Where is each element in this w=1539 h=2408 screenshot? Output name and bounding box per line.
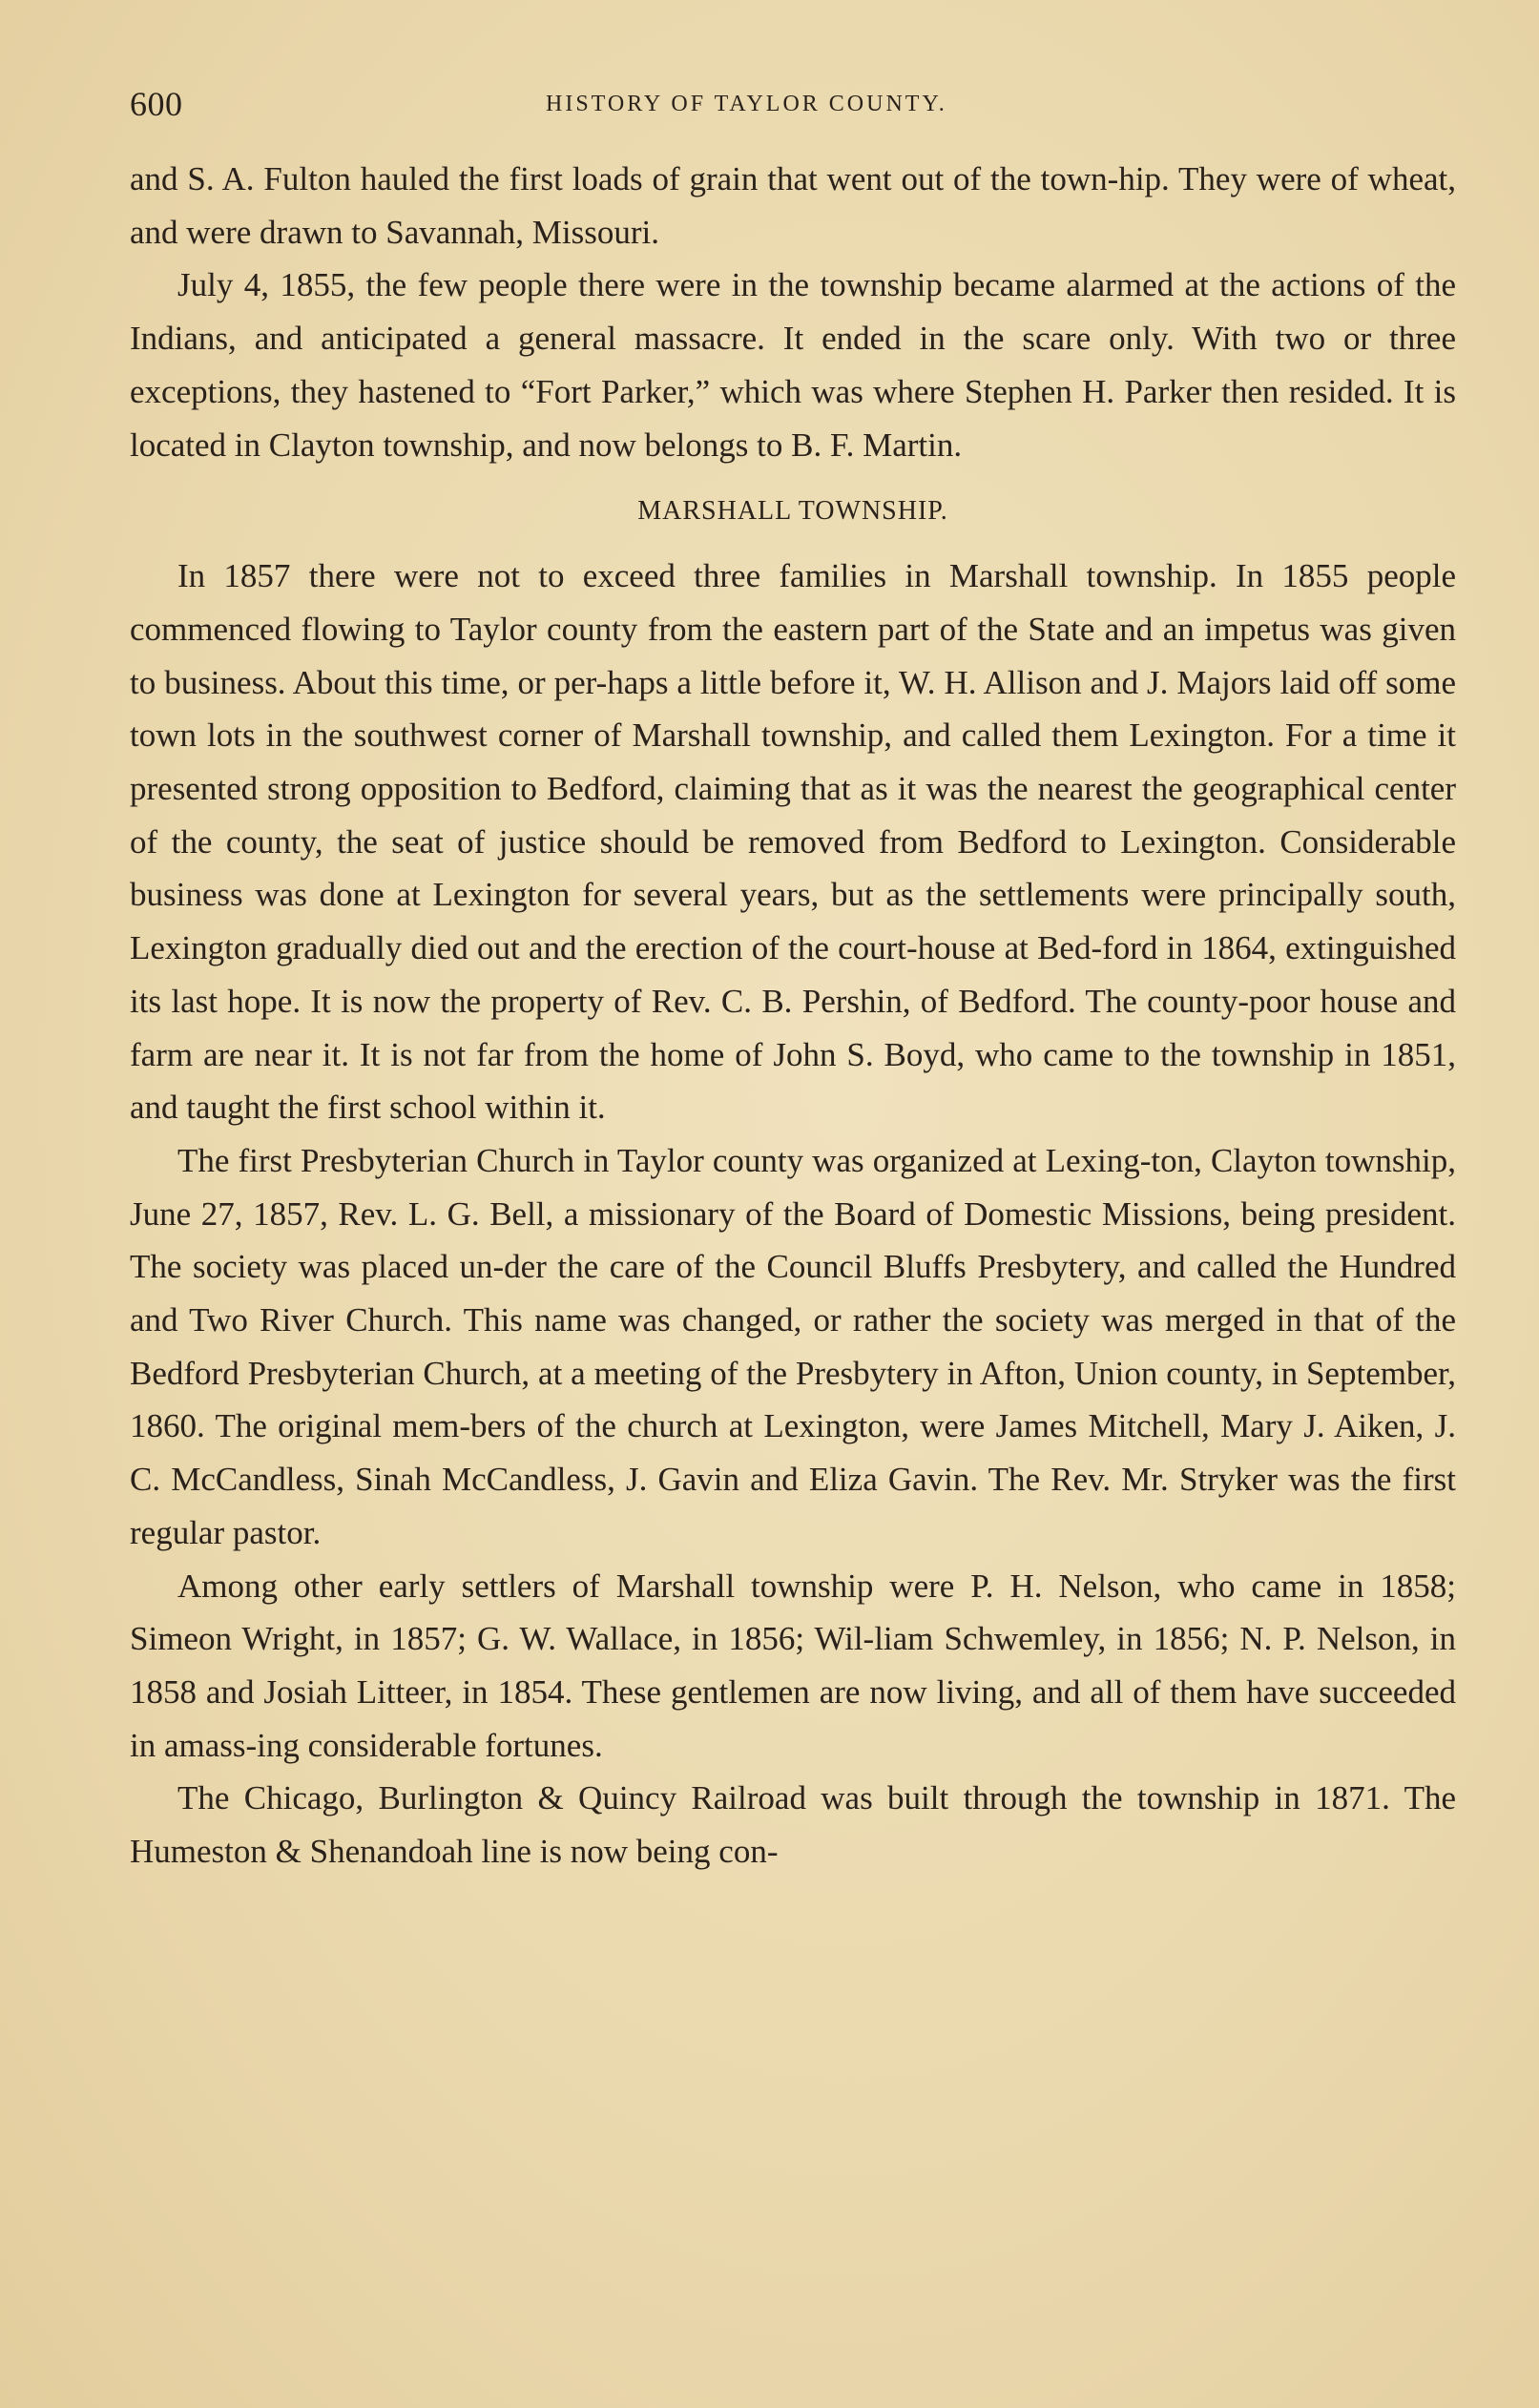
- body-text: [130, 153, 1456, 1879]
- paragraph: The first Presbyterian Church in Taylor county was organized at Lexing-ton, Clayton township, June 27, 1857, Rev. L. G. Bell, a missionary of the Board of Domestic Missions, being president. The society was placed un-der the care of the Council Bluffs Presbytery, and called the Hundred and Two River Church. This name was changed, or rather the society was merged in that of the Bedford Presbyterian Church, at a meeting of the Presbytery in Afton, Union county, in September, 1860. The original mem-bers of the church at Lexington, were James Mitchell, Mary J. Aiken, J. C. McCandless, Sinah McCandless, J. Gavin and Eliza Gavin. The Rev. Mr. Stryker was the first regular pastor.: [130, 1141, 1456, 1551]
- paragraph: Among other early settlers of Marshall township were P. H. Nelson, who came in 1858; Simeon Wright, in 1857; G. W. Wallace, in 1856; Wil-liam Schwemley, in 1856; N. P. Nelson, in 1858 and Josiah Litteer, in 1854. These gentlemen are now living, and all of them have succeeded in amass-ing considerable fortunes.: [130, 1567, 1456, 1764]
- running-title: HISTORY OF TAYLOR COUNTY.: [546, 92, 947, 116]
- page-header: [130, 84, 1466, 132]
- paragraph: The Chicago, Burlington & Quincy Railroad was built through the township in 1871. The Humeston & Shenandoah line is now being con-: [130, 1779, 1456, 1871]
- paragraph: and S. A. Fulton hauled the first loads of grain that went out of the town-hip. They were of wheat, and were drawn to Savannah, Missouri.: [130, 160, 1456, 251]
- paragraph: July 4, 1855, the few people there were in the township became alarmed at the actions of the Indians, and anticipated a general massacre. It ended in the scare only. With two or three exceptions, they hastened to “Fort Parker,” which was where Stephen H. Parker then resided. It is located in Clayton township, and now belongs to B. F. Martin.: [130, 266, 1456, 464]
- page-number: 600: [130, 85, 183, 123]
- section-heading: MARSHALL TOWNSHIP.: [637, 496, 948, 527]
- paragraph: In 1857 there were not to exceed three families in Marshall township. In 1855 people commenced flowing to Taylor county from the eastern part of the State and an impetus was given to business. About this time, or per-haps a little before it, W. H. Allison and J. Majors laid off some town lots in the southwest corner of Marshall township, and called them Lexington. For a time it presented strong opposition to Bedford, claiming that as it was the nearest the geographical center of the county, the seat of justice should be removed from Bedford to Lexington. Considerable business was done at Lexington for several years, but as the settlements were principally south, Lexington gradually died out and the erection of the court-house at Bed-ford in 1864, extinguished its last hope. It is now the property of Rev. C. B. Pershin, of Bedford. The county-poor house and farm are near it. It is not far from the home of John S. Boyd, who came to the township in 1851, and taught the first school within it.: [130, 557, 1456, 1127]
